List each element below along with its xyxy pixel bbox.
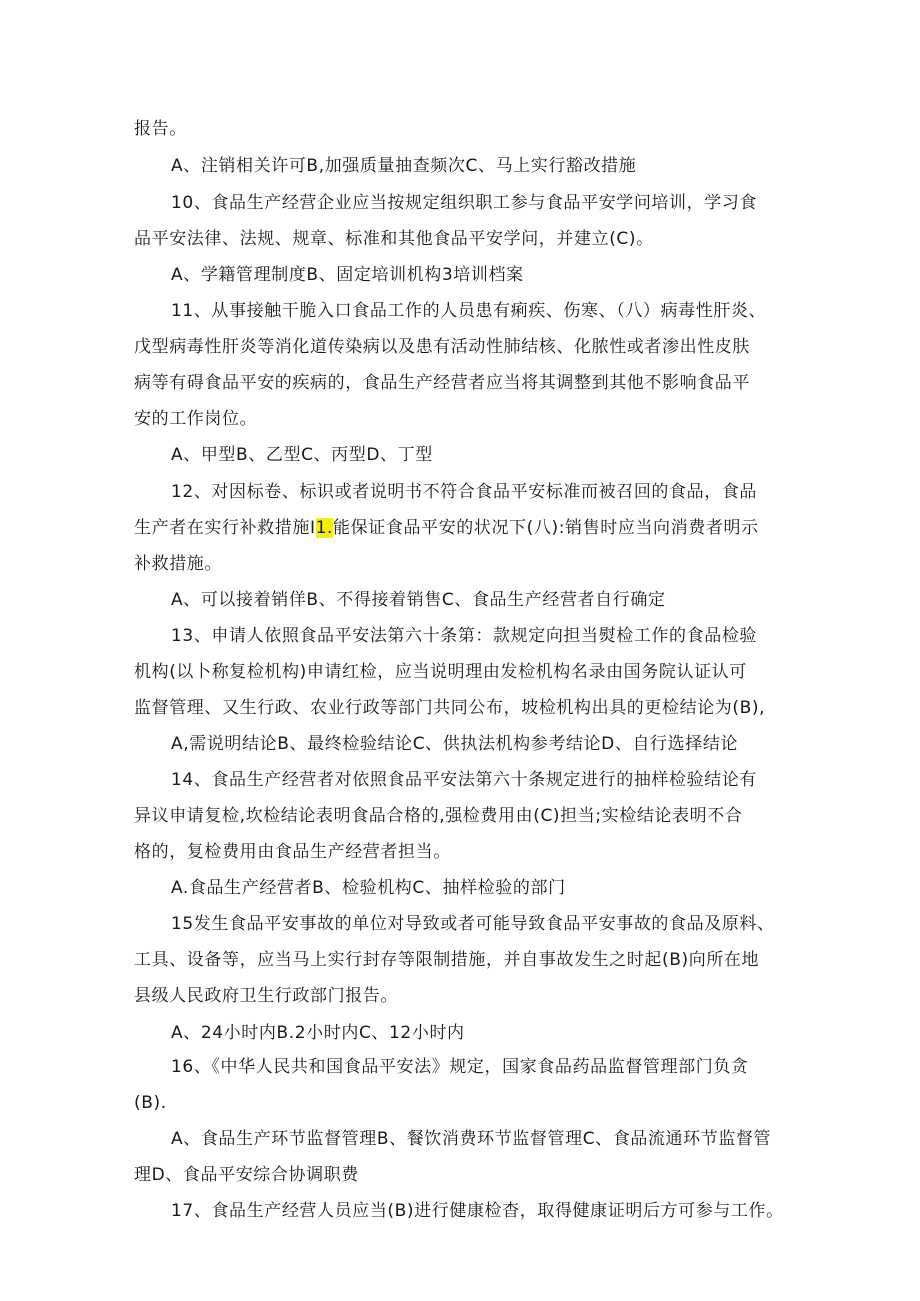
- text-line: 11、从事接触干脆入口食品工作的人员患有痢疾、伤寒、（八）病毒性肝炎、: [171, 301, 767, 321]
- text-line: 14、食品生产经营者对依照食品平安法第六十条规定进行的抽样检验结论有: [171, 770, 758, 790]
- text-line: 理D、食品平安综合协调职费: [134, 1165, 359, 1185]
- text-line: 安的工作岗位。: [134, 409, 258, 429]
- text-line: A、注销相关许可B,加强质量抽查频次C、马上实行豁改措施: [171, 156, 637, 176]
- text-line: 县级人民政府卫生行政部门报告。: [134, 986, 398, 1006]
- text-line: A、24小时内B.2小时内C、12小时内: [171, 1023, 465, 1043]
- text-line: 15发生食品平安事故的单位对导致或者可能导致食品平安事故的食品及原料、: [171, 914, 775, 934]
- text-line: A、学籍管理制度B、固定培训机构3培训档案: [171, 265, 524, 285]
- text-line: 格的，复检费用由食品生产经营者担当。: [134, 842, 451, 862]
- text-segment: 生产者在实行补救措施I: [134, 518, 316, 538]
- text-line: 机构(以卜称复检机构)申请红检，应当说明理由发检机构名录由国务院认证认可: [134, 662, 747, 682]
- text-line: 17、食品生产经营人员应当(B)进行健康检杳，取得健康证明后方可参与工作。: [171, 1201, 784, 1221]
- text-line: 12、对因标卷、标识或者说明书不符合食品平安标准而被召回的食品，食品: [171, 482, 758, 502]
- text-line: 13、申请人依照食品平安法第六十条第：款规定向担当熨检工作的食品检验: [171, 626, 758, 646]
- text-line: 16、《中华人民共和国食品平安法》规定，国家食品药品监督管理部门负贪: [171, 1057, 749, 1077]
- text-line: A,需说明结论B、最终检验结论C、供执法机构参考结论D、自行选择结论: [171, 734, 739, 754]
- text-line: 监督管理、又生行政、农业行政等部门共同公布，坡检机构出具的更检结论为(B),: [134, 698, 766, 718]
- text-line: 10、食品生产经营企业应当按规定组织职工参与食品平安学问培训，学习食: [171, 193, 758, 213]
- text-line: A.食品生产经营者B、检验机构C、抽样检验的部门: [171, 878, 566, 898]
- text-line: 戊型病毒性肝炎等消化道传染病以及患有活动性肺结核、化脓性或者渗出性皮肤: [134, 337, 750, 357]
- text-line: 品平安法律、法规、规章、标准和其他食品平安学问，并建立(C)。: [134, 229, 654, 249]
- text-line: 报告。: [134, 119, 187, 139]
- text-line-highlighted: [134, 517, 759, 539]
- text-segment: 能保证食品平安的状况下(八):销售时应当向消费者明示: [333, 518, 759, 538]
- text-line: 补救措施。: [134, 554, 222, 574]
- text-line: 工具、设备等，应当马上实行封存等限制措施，并自事故发生之时起(B)向所在地: [134, 950, 760, 970]
- text-line: 异议申请复检,坎检结论表明食品合格的,强检费用由(C)担当;实检结论表明不合: [134, 806, 743, 826]
- highlight-mark: 1.: [315, 518, 334, 538]
- text-line: A、可以接着销佯B、不得接着销售C、食品生产经营者自行确定: [171, 590, 666, 610]
- text-line: (B).: [134, 1093, 167, 1113]
- text-line: A、食品生产环节监督管理B、餐饮消费环节监督管理C、食品流通环节监督管: [171, 1129, 772, 1149]
- text-line: 病等有碍食品平安的疾病的，食品生产经营者应当将其调整到其他不影响食品平: [134, 373, 750, 393]
- text-line: A、甲型B、乙型C、丙型D、丁型: [171, 445, 433, 465]
